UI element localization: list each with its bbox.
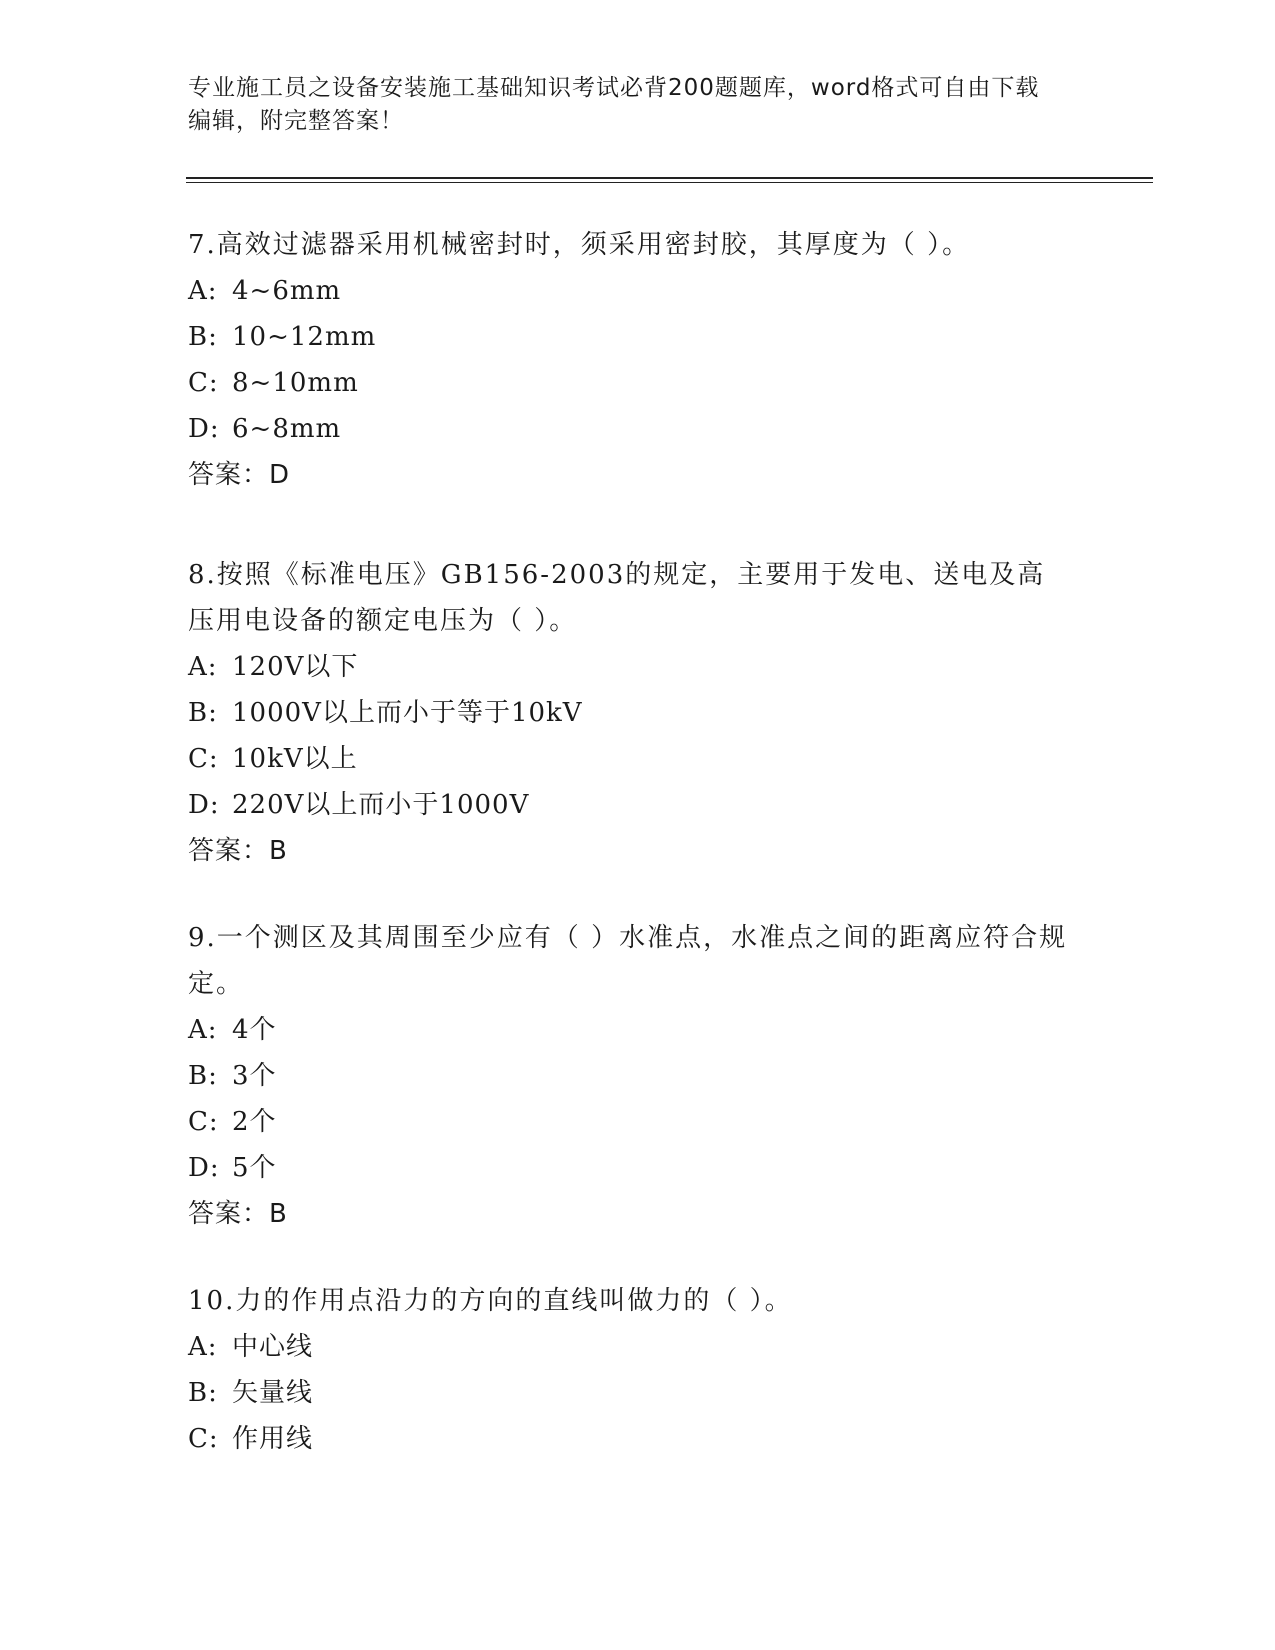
question-10 bbox=[188, 1278, 1068, 1462]
option-a bbox=[188, 268, 1068, 314]
option-a bbox=[188, 1007, 1068, 1053]
option-letter: C: bbox=[188, 1424, 219, 1454]
option-text: 8~10mm bbox=[232, 368, 359, 398]
option-text: 10~12mm bbox=[232, 322, 377, 352]
option-text: 4个 bbox=[232, 1015, 277, 1045]
header-title-line-1: 专业施工员之设备安装施工基础知识考试必背200题题库，word格式可自由下载 bbox=[188, 75, 1040, 101]
option-d bbox=[188, 782, 1068, 828]
option-letter: B: bbox=[188, 322, 218, 352]
option-letter: B: bbox=[188, 1061, 218, 1091]
header-title-line-2: 编辑，附完整答案！ bbox=[188, 108, 404, 134]
option-text: 2个 bbox=[232, 1107, 277, 1137]
option-text: 3个 bbox=[232, 1061, 277, 1091]
option-text: 10kV以上 bbox=[232, 744, 358, 774]
option-letter: D: bbox=[188, 414, 220, 444]
option-c bbox=[188, 1416, 1068, 1462]
option-letter: A: bbox=[188, 276, 218, 306]
option-letter: C: bbox=[188, 1107, 219, 1137]
question-8 bbox=[188, 552, 1068, 874]
option-text: 1000V以上而小于等于10kV bbox=[232, 698, 583, 728]
option-text: 作用线 bbox=[232, 1424, 314, 1454]
question-stem: 7.高效过滤器采用机械密封时，须采用密封胶，其厚度为（ ）。 bbox=[188, 230, 971, 260]
option-b bbox=[188, 690, 1068, 736]
option-text: 6~8mm bbox=[232, 414, 342, 444]
option-b bbox=[188, 1370, 1068, 1416]
question-stem: 8.按照《标准电压》GB156-2003的规定，主要用于发电、送电及高压用电设备的额定电压为（ ）。 bbox=[188, 560, 1046, 636]
option-text: 120V以下 bbox=[232, 652, 359, 682]
option-d bbox=[188, 1145, 1068, 1191]
question-7 bbox=[188, 222, 1068, 498]
header-divider bbox=[186, 177, 1153, 183]
question-stem: 9.一个测区及其周围至少应有（ ）水准点，水准点之间的距离应符合规定。 bbox=[188, 923, 1068, 999]
option-letter: C: bbox=[188, 744, 219, 774]
option-c bbox=[188, 1099, 1068, 1145]
option-text: 4~6mm bbox=[232, 276, 342, 306]
answer-label: 答案：B bbox=[188, 1199, 288, 1229]
option-letter: D: bbox=[188, 1153, 220, 1183]
option-d bbox=[188, 406, 1068, 452]
option-b bbox=[188, 314, 1068, 360]
question-9 bbox=[188, 915, 1068, 1237]
option-letter: A: bbox=[188, 652, 218, 682]
option-text: 220V以上而小于1000V bbox=[232, 790, 530, 820]
option-letter: C: bbox=[188, 368, 219, 398]
option-letter: B: bbox=[188, 698, 218, 728]
option-letter: A: bbox=[188, 1332, 218, 1362]
answer-label: 答案：B bbox=[188, 836, 288, 866]
option-letter: B: bbox=[188, 1378, 218, 1408]
option-text: 5个 bbox=[232, 1153, 277, 1183]
option-c bbox=[188, 736, 1068, 782]
option-text: 中心线 bbox=[232, 1332, 314, 1362]
option-text: 矢量线 bbox=[232, 1378, 314, 1408]
option-a bbox=[188, 1324, 1068, 1370]
option-c bbox=[188, 360, 1068, 406]
option-letter: A: bbox=[188, 1015, 218, 1045]
question-stem: 10.力的作用点沿力的方向的直线叫做力的（ ）。 bbox=[188, 1286, 793, 1316]
option-b bbox=[188, 1053, 1068, 1099]
option-a bbox=[188, 644, 1068, 690]
answer-label: 答案：D bbox=[188, 460, 291, 490]
document-header bbox=[188, 72, 1068, 138]
option-letter: D: bbox=[188, 790, 220, 820]
